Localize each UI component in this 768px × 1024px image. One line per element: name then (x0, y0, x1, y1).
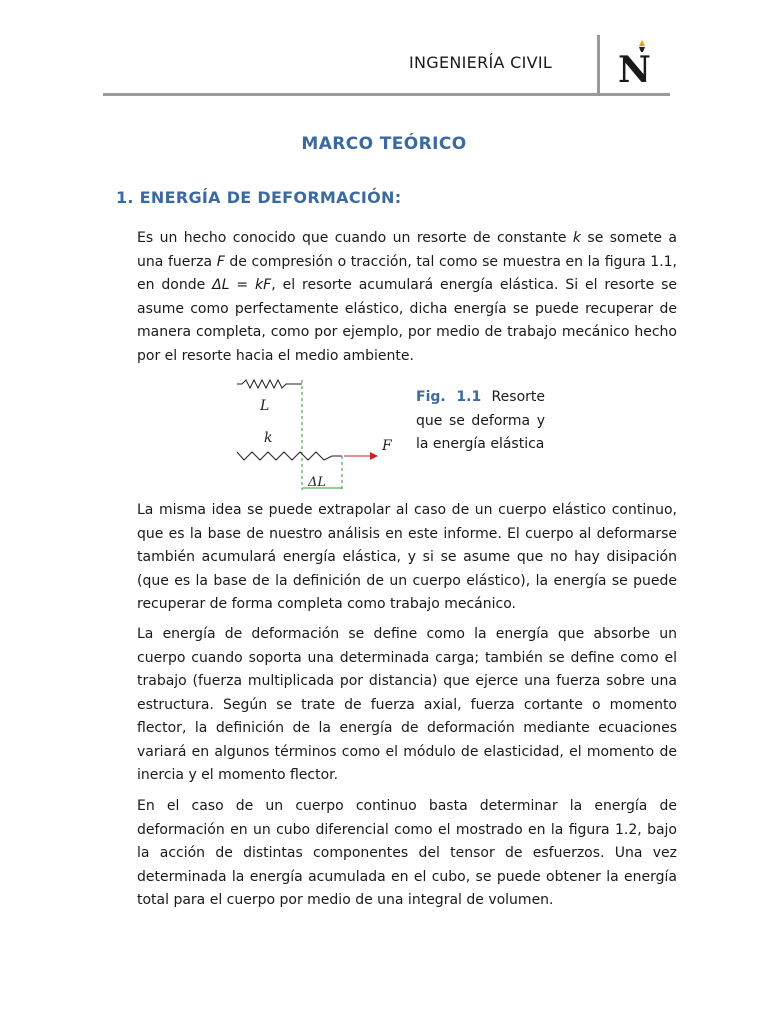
header-divider (103, 93, 670, 96)
page-title: MARCO TEÓRICO (301, 134, 467, 154)
figure-caption (416, 386, 545, 457)
var-k: k (572, 230, 581, 246)
paragraph-4: En el caso de un cuerpo continuo basta determinar la energía de deformación en un cubo diferencial como el mostrado en la figura 1.2, bajo la acción de distintas componentes del tensor de esfuerzos. Una vez determinada la energía acumulada en el cubo, se puede obtener la energía total para el cuerpo por medio de una integral de volumen. (137, 798, 677, 908)
force-arrow-icon (370, 452, 378, 460)
label-L: L (260, 398, 270, 414)
logo-letter: N (618, 49, 651, 86)
section-heading: 1. ENERGÍA DE DEFORMACIÓN: (116, 188, 402, 207)
var-F: F (216, 253, 225, 270)
university-logo (616, 38, 652, 86)
equation: ΔL = kF (212, 277, 272, 293)
paragraph-2: La misma idea se puede extrapolar al caso de un cuerpo elástico continuo, que es la base de nuestro análisis en este informe. El cuerpo al deformarse también acumulará energía elástica, y si se asume que no hay disipación (que es la base de la definición de un cuerpo elástico), la energía se puede recuperar de forma completa como trabajo mecánico. (137, 502, 677, 612)
paragraph-3: La energía de deformación se define como la energía que absorbe un cuerpo cuando soporta una determinada carga; también se define como el trabajo (fuerza multiplicada por distancia) que ejerce una fuerza sobre una estructura. Según se trate de fuerza axial, fuerza cortante o momento flector, la definición de la energía de deformación mediante ecuaciones variará en algunos términos como el módulo de elasticidad, el momento de inercia y el momento flector. (137, 626, 677, 783)
paragraph-1: Es un hecho conocido que cuando un resorte de constante k se somete a una fuerza F de compresión o tracción, tal como se muestra en la figura 1.1, en donde ΔL = kF, el resorte acumulará energía elástica. Si el resorte se asume como perfectamente elástico, dicha energía se puede recuperar de manera completa, como por ejemplo, por medio de trabajo mecánico hecho por el resorte hacia el medio ambiente. (137, 230, 678, 364)
caption-text: Resorte que se deforma y la energía elástica (416, 389, 545, 452)
spring-figure (232, 370, 392, 495)
logo-flame-icon (639, 40, 645, 46)
label-F: F (382, 438, 392, 454)
header-vertical-divider (597, 35, 600, 95)
header-title: INGENIERÍA CIVIL (409, 53, 553, 72)
label-delta-L: ΔL (308, 475, 327, 490)
caption-label: Fig. 1.1 (416, 389, 482, 405)
label-k: k (264, 430, 273, 446)
